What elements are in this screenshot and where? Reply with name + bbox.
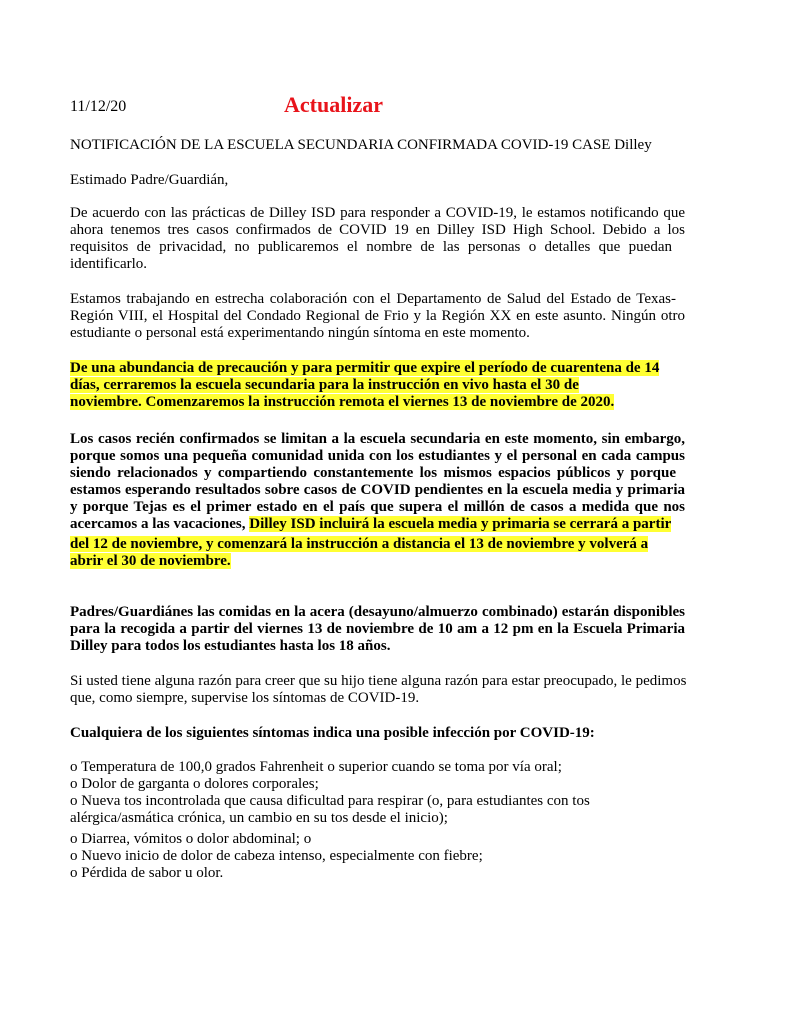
meals-notice-line: Padres/Guardiánes las comidas en la acera (desayuno/almuerzo combinado) estarán disponibles [70,604,685,620]
update-title: Actualizar [284,92,383,117]
paragraph1-line: De acuerdo con las prácticas de Dilley ISD para responder a COVID-19, le estamos notificando que [70,205,685,221]
symptom-item: o Diarrea, vómitos o dolor abdominal; o [70,831,312,847]
paragraph2-line: Estamos trabajando en estrecha colaboración con el Departamento de Salud del Estado de Texas- [70,291,676,307]
greeting: Estimado Padre/Guardián, [70,172,229,188]
paragraph4-highlight: del 12 de noviembre, y comenzará la instrucción a distancia el 13 de noviembre y volverá a [70,536,649,552]
symptom-item: o Nueva tos incontrolada que causa dificultad para respirar (o, para estudiantes con tos [70,793,590,809]
symptom-item: o Temperatura de 100,0 grados Fahrenheit o superior cuando se toma por vía oral; [70,759,562,775]
paragraph4-line [70,552,685,571]
letter-date: 11/12/20 [70,98,127,115]
paragraph1-line: ahora tenemos tres casos confirmados de COVID 19 en Dilley ISD High School. Debido a los [70,222,685,238]
closure-notice-highlight: De una abundancia de precaución y para permitir que expire el período de cuarentena de 14 [70,360,660,376]
symptom-item: o Dolor de garganta o dolores corporales; [70,776,319,792]
paragraph4-line: Los casos recién confirmados se limitan a la escuela secundaria en este momento, sin embargo, [70,431,685,447]
symptom-item: o Pérdida de sabor u olor. [70,865,224,881]
paragraph6-line: Si usted tiene alguna razón para creer que su hijo tiene alguna razón para estar preocupado, le pedimos [70,673,687,689]
closure-notice-highlight: noviembre. Comenzaremos la instrucción remota el viernes 13 de noviembre de 2020. [70,394,615,410]
meals-notice-line: Dilley para todos los estudiantes hasta los 18 años. [70,638,391,654]
paragraph4-plain-text: acercamos a las vacaciones, [70,516,250,532]
symptom-item: o Nuevo inicio de dolor de cabeza intenso, especialmente con fiebre; [70,848,483,864]
paragraph4-line: y porque Tejas es el primer estado en el país que supera el millón de casos a medida que nos [70,499,685,515]
paragraph4-highlight: abrir el 30 de noviembre. [70,553,231,569]
paragraph4-line: estamos esperando resultados sobre casos de COVID pendientes en la escuela media y primaria [70,482,685,498]
paragraph2-line: Región VIII, el Hospital del Condado Regional de Frio y la Región XX en este asunto. Ningún otro [70,308,685,324]
paragraph6-line: que, como siempre, supervise los síntomas de COVID-19. [70,690,420,706]
closure-notice-highlight: días, cerraremos la escuela secundaria para la instrucción en vivo hasta el 30 de [70,377,579,393]
paragraph4-line: siendo relacionados y compartiendo constantemente los mismos espacios públicos y porque [70,465,676,481]
paragraph4-line [70,515,685,534]
meals-notice-line: para la recogida a partir del viernes 13 de noviembre de 10 am a 12 pm en la Escuela Primaria [70,621,685,637]
paragraph2-line: estudiante o personal está experimentando ningún síntoma en este momento. [70,325,530,341]
symptoms-heading: Cualquiera de los siguientes síntomas indica una posible infección por COVID-19: [70,725,595,741]
paragraph4-highlight: Dilley ISD incluirá la escuela media y primaria se cerrará a partir [249,516,672,532]
symptom-item: alérgica/asmática crónica, un cambio en su tos desde el inicio); [70,810,448,826]
closure-notice-line [70,393,685,412]
notice-heading: NOTIFICACIÓN DE LA ESCUELA SECUNDARIA CONFIRMADA COVID-19 CASE Dilley [70,137,652,153]
paragraph4-line: porque somos una pequeña comunidad unida con los estudiantes y el personal en cada campus [70,448,685,464]
paragraph1-line: requisitos de privacidad, no publicaremos el nombre de las personas o detalles que puedan [70,239,672,255]
paragraph1-line: identificarlo. [70,256,148,272]
